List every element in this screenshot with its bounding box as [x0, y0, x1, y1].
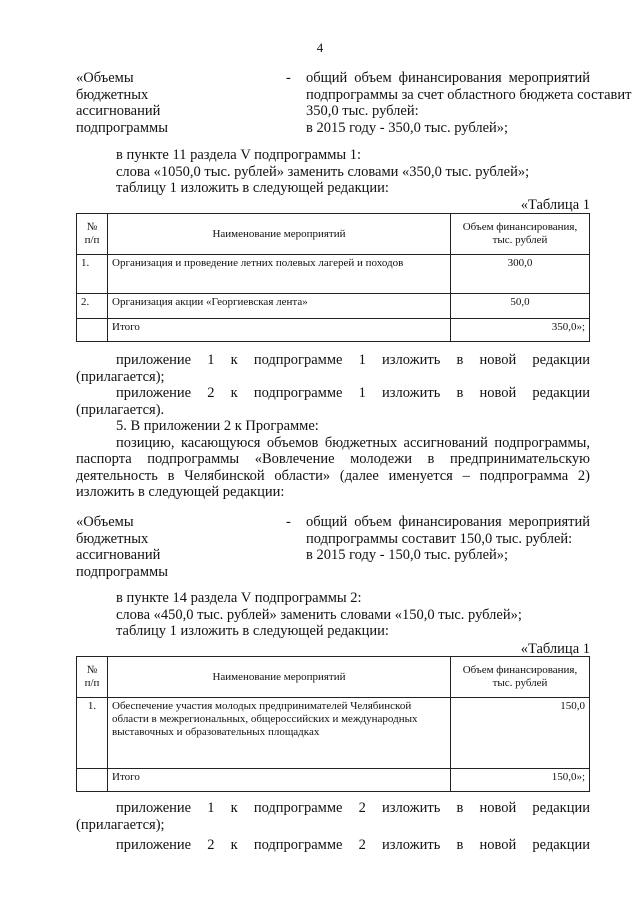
page-number: 4 — [316, 40, 324, 55]
budget-volume-text — [306, 514, 590, 564]
table-caption-2: «Таблица 1 — [520, 641, 590, 657]
text-line: в пункте 11 раздела V подпрограммы 1: — [116, 147, 362, 163]
text-line: слова «450,0 тыс. рублей» заменить словами «150,0 тыс. рублей»; — [116, 606, 522, 623]
cell-number: 2. — [77, 294, 108, 319]
budget-volume-text — [306, 70, 632, 136]
cell-volume: 150,0 — [451, 698, 590, 769]
column-header-volume: Объем финансирования, тыс. рублей — [451, 657, 590, 698]
text-line: приложение 2 к подпрограмме 2 изложить в новой редакции — [116, 837, 590, 853]
cell-volume: 350,0»; — [451, 319, 590, 342]
budget-volume-label — [76, 514, 221, 580]
cell-name: Итого — [108, 319, 451, 342]
label-line: «Объемы — [76, 70, 134, 86]
cell-number: 1. — [77, 255, 108, 294]
cell-name: Итого — [108, 769, 451, 792]
table-2 — [76, 656, 590, 792]
table-caption-1: «Таблица 1 — [520, 197, 590, 213]
table-row — [77, 294, 590, 319]
dash: - — [286, 70, 291, 86]
text-line: паспорта подпрограммы «Вовлечение молодежи в предпринимательскую — [76, 451, 590, 467]
text-line: приложение 2 к подпрограмме 1 изложить в новой редакции — [116, 385, 590, 401]
text-line: в пункте 14 раздела V подпрограммы 2: — [116, 590, 362, 606]
paragraph-appendix-2 — [76, 352, 590, 501]
column-header-name: Наименование мероприятий — [108, 657, 451, 698]
text-line: слова «1050,0 тыс. рублей» заменить словами «350,0 тыс. рублей»; — [116, 163, 530, 180]
table-1 — [76, 213, 590, 342]
label-line: подпрограммы — [76, 563, 168, 580]
label-line: «Объемы — [76, 514, 134, 530]
text-line: общий объем финансирования мероприятий — [306, 514, 590, 530]
text-line: деятельность в Челябинской области» (далее именуется – подпрограмма 2) — [76, 467, 590, 484]
column-header-name: Наименование мероприятий — [108, 214, 451, 255]
table-header-row — [77, 214, 590, 255]
paragraph-subprogram-1-item-11 — [76, 147, 590, 197]
text-line: (прилагается). — [76, 401, 165, 418]
dash: - — [286, 514, 291, 530]
text-line: приложение 1 к подпрограмме 1 изложить в новой редакции — [116, 352, 590, 368]
cell-name: Организация и проведение летних полевых лагерей и походов — [108, 255, 451, 294]
table-header-row — [77, 657, 590, 698]
label-line: ассигнований — [76, 547, 161, 563]
paragraph-subprogram-2-item-14 — [76, 590, 590, 640]
column-header-number: № п/п — [77, 214, 108, 255]
text-line: таблицу 1 изложить в следующей редакции: — [116, 180, 389, 196]
cell-volume: 150,0»; — [451, 769, 590, 792]
cell-volume: 50,0 — [451, 294, 590, 319]
label-line: бюджетных — [76, 530, 149, 547]
text-line: (прилагается); — [76, 816, 165, 833]
text-line: в 2015 году - 150,0 тыс. рублей»; — [306, 547, 509, 563]
cell-volume: 300,0 — [451, 255, 590, 294]
cell-number: 1. — [77, 698, 108, 769]
paragraph-appendix-subprogram-2 — [76, 800, 590, 854]
text-line: изложить в следующей редакции: — [76, 484, 285, 500]
label-line: ассигнований — [76, 103, 161, 119]
text-line: 350,0 тыс. рублей: — [306, 103, 419, 119]
text-line: подпрограммы за счет областного бюджета составит — [306, 86, 632, 103]
text-line: (прилагается); — [76, 368, 165, 385]
column-header-volume: Объем финансирования, тыс. рублей — [451, 214, 590, 255]
text-line: 5. В приложении 2 к Программе: — [116, 418, 319, 434]
column-header-number: № п/п — [77, 657, 108, 698]
table-total-row — [77, 769, 590, 792]
text-line: в 2015 году - 350,0 тыс. рублей»; — [306, 119, 509, 136]
text-line: общий объем финансирования мероприятий — [306, 70, 590, 86]
cell-name: Обеспечение участия молодых предпринимателей Челябинской области в межрегиональных, общероссийских и международных выставочных и образовательных площадках — [108, 698, 451, 769]
table-row — [77, 255, 590, 294]
text-line: подпрограммы составит 150,0 тыс. рублей: — [306, 530, 573, 547]
label-line: подпрограммы — [76, 119, 168, 136]
cell-number — [77, 319, 108, 342]
text-line: приложение 1 к подпрограмме 2 изложить в новой редакции — [116, 800, 590, 816]
cell-name: Организация акции «Георгиевская лента» — [108, 294, 451, 319]
text-line: таблицу 1 изложить в следующей редакции: — [116, 623, 389, 639]
table-row — [77, 698, 590, 769]
budget-volume-block-2 — [76, 514, 590, 582]
cell-number — [77, 769, 108, 792]
budget-volume-block-1 — [76, 70, 632, 138]
label-line: бюджетных — [76, 86, 149, 103]
text-line: позицию, касающуюся объемов бюджетных ассигнований подпрограммы, — [116, 434, 590, 451]
budget-volume-label — [76, 70, 221, 136]
table-total-row — [77, 319, 590, 342]
